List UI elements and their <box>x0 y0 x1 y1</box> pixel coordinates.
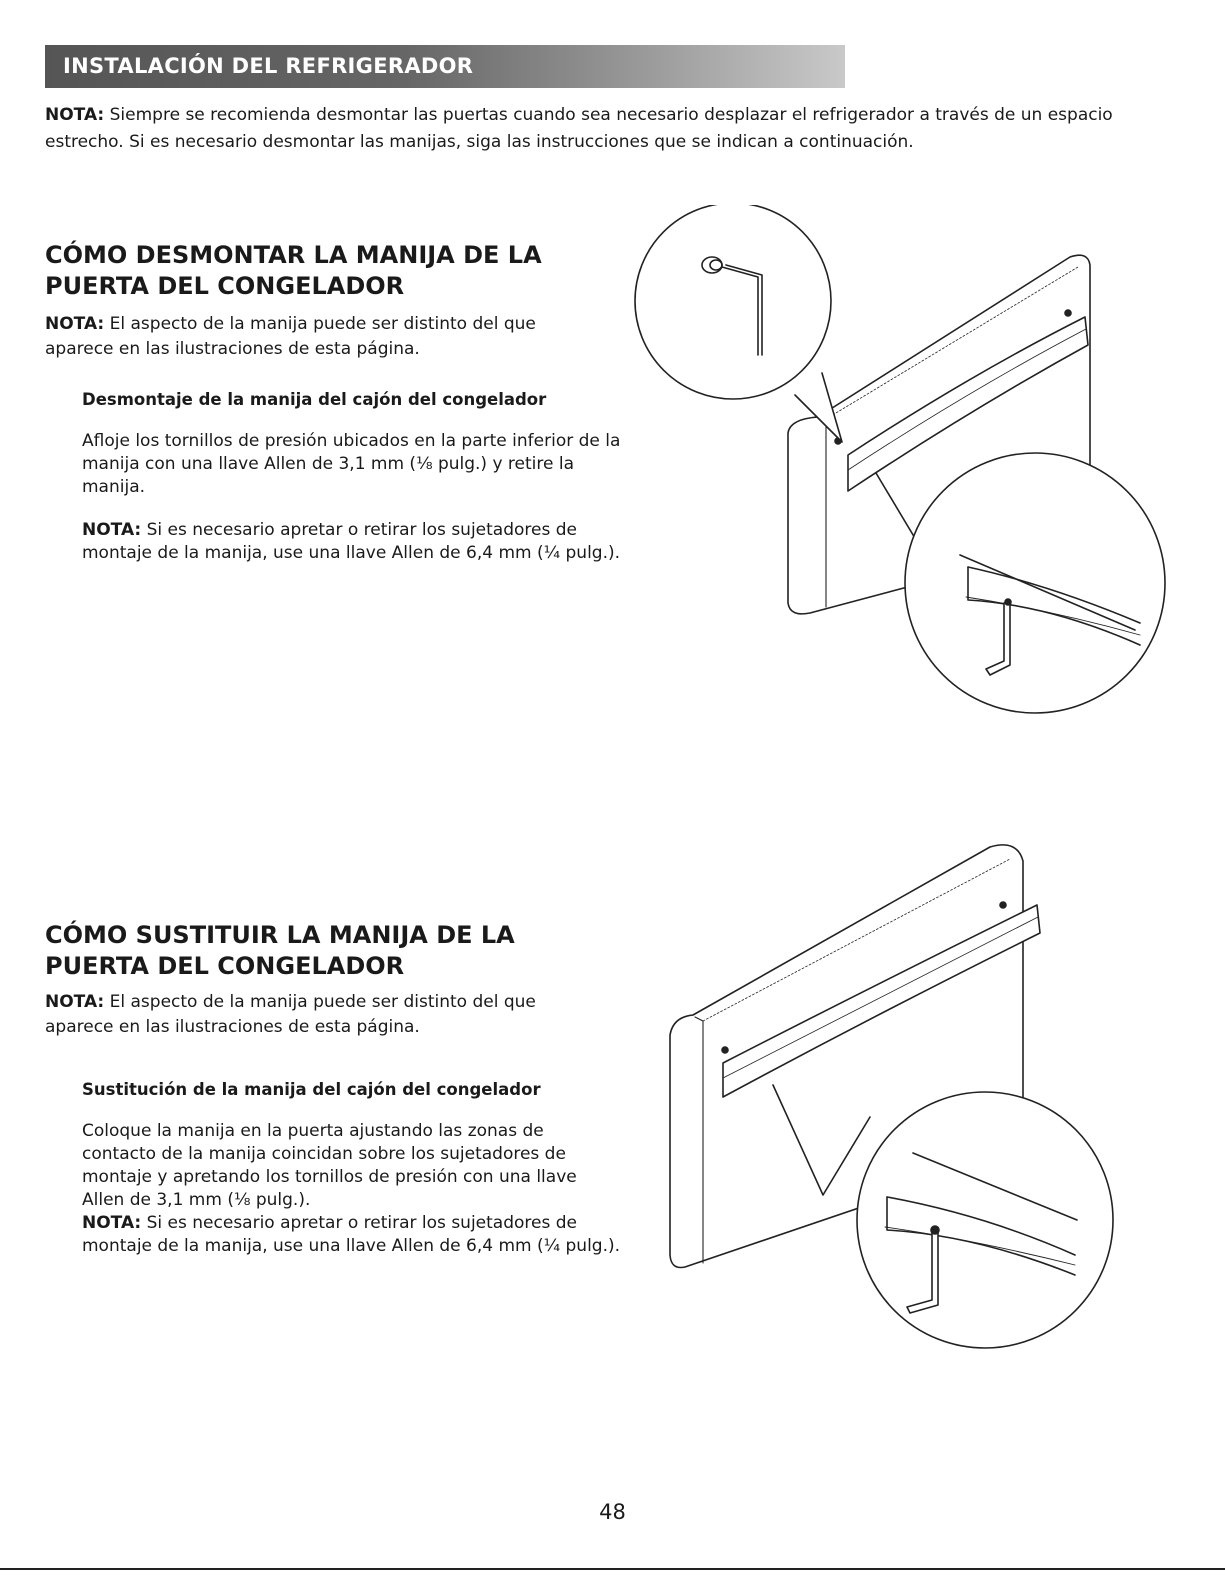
handle-removal-illustration <box>630 205 1170 745</box>
section2-subnote-label: NOTA: <box>82 1213 142 1233</box>
section1-subnote-text: Si es necesario apretar o retirar los sujetadores de montaje de la manija, use una llave Allen de 6,4 mm (¼ pulg.). <box>82 520 621 563</box>
section2-note-label: NOTA: <box>45 992 105 1012</box>
section1-title: CÓMO DESMONTAR LA MANIJA DE LA PUERTA DEL CONGELADOR <box>45 241 542 300</box>
section2-subnote <box>82 1212 622 1258</box>
section2-subtitle: Sustitución de la manija del cajón del congelador <box>82 1080 541 1099</box>
section2-body: Coloque la manija en la puerta ajustando las zonas de contacto de la manija coincidan sobre los sujetadores de montaje y apretando los tornillos de presión con una llave Allen de 3,1 mm (⅛ pulg.). <box>82 1121 577 1210</box>
page-number: 48 <box>599 1500 626 1524</box>
section1-subnote-label: NOTA: <box>82 520 142 540</box>
section1-note <box>45 312 605 362</box>
magnifier-top <box>635 205 831 399</box>
banner-title: INSTALACIÓN DEL REFRIGERADOR <box>63 54 474 78</box>
section1-subtitle: Desmontaje de la manija del cajón del congelador <box>82 390 547 409</box>
intro-note-label: NOTA: <box>45 105 105 125</box>
handle-install-illustration <box>655 835 1125 1380</box>
bottom-rule <box>0 1568 1225 1570</box>
section1-note-text: El aspecto de la manija puede ser distinto del que aparece en las ilustraciones de esta página. <box>45 314 536 359</box>
section1-body: Afloje los tornillos de presión ubicados en la parte inferior de la manija con una llave Allen de 3,1 mm (⅛ pulg.) y retire la manija. <box>82 431 621 497</box>
section-banner <box>45 45 845 88</box>
section2-subnote-text: Si es necesario apretar o retirar los sujetadores de montaje de la manija, use una llave Allen de 6,4 mm (¼ pulg.). <box>82 1213 621 1256</box>
intro-note <box>45 102 1175 156</box>
section2-note-text: El aspecto de la manija puede ser distinto del que aparece en las ilustraciones de esta página. <box>45 992 536 1037</box>
magnifier-bottom <box>857 1092 1113 1348</box>
section1-note-label: NOTA: <box>45 314 105 334</box>
magnifier-bottom <box>905 453 1165 713</box>
section2-title: CÓMO SUSTITUIR LA MANIJA DE LA PUERTA DEL CONGELADOR <box>45 921 515 980</box>
section2-note <box>45 990 605 1040</box>
intro-note-text: Siempre se recomienda desmontar las puertas cuando sea necesario desplazar el refrigerador a través de un espacio estrecho. Si es necesario desmontar las manijas, siga las instrucciones que se indican a continuación. <box>45 105 1113 152</box>
section1-subnote <box>82 519 622 565</box>
